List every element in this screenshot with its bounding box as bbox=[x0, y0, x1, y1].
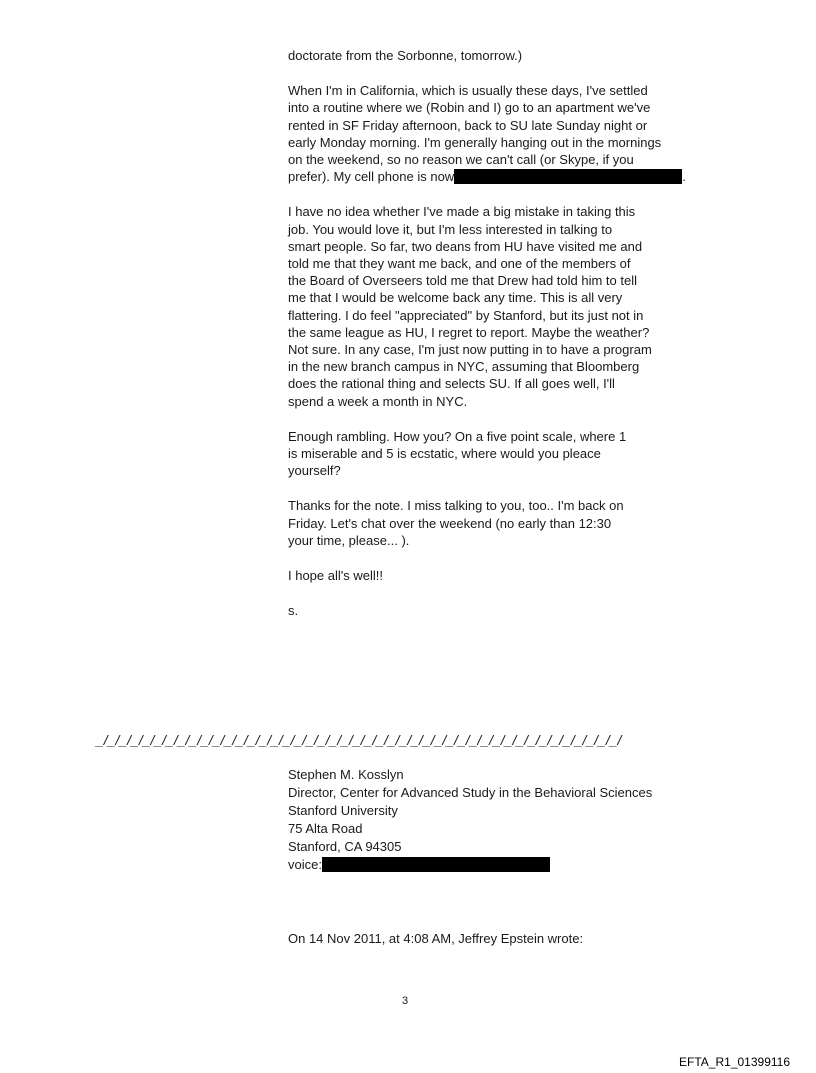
signature-city: Stanford, CA 94305 bbox=[288, 839, 402, 854]
quote-header: On 14 Nov 2011, at 4:08 AM, Jeffrey Epstein wrote: bbox=[288, 931, 584, 946]
document-id: EFTA_R1_01399116 bbox=[679, 1055, 790, 1069]
paragraph-california-end: . bbox=[682, 169, 686, 185]
redaction-cell-phone bbox=[454, 169, 682, 184]
paragraph-sorbonne: doctorate from the Sorbonne, tomorrow.) bbox=[288, 48, 523, 63]
email-body bbox=[288, 47, 688, 637]
redaction-voice bbox=[322, 857, 550, 872]
signature-block bbox=[288, 766, 652, 874]
paragraph-thanks: Thanks for the note. I miss talking to you, too.. I'm back on Friday. Let's chat over the weekend (no early than 12:30 your time, please... ). bbox=[288, 498, 624, 548]
paragraph-rambling: Enough rambling. How you? On a five point scale, where 1 is miserable and 5 is ecstatic, where would you pleace yourself? bbox=[288, 428, 627, 479]
paragraph-california bbox=[288, 82, 688, 185]
signature-name: Stephen M. Kosslyn bbox=[288, 767, 404, 782]
signature-org: Stanford University bbox=[288, 803, 398, 818]
paragraph-signoff: s. bbox=[288, 603, 299, 619]
signature-voice-label: voice: bbox=[288, 857, 322, 872]
signature-title: Director, Center for Advanced Study in the Behavioral Sciences bbox=[288, 785, 653, 800]
paragraph-hope: I hope all's well!! bbox=[288, 568, 383, 584]
page-number: 3 bbox=[402, 995, 409, 1007]
signature-voice bbox=[288, 856, 652, 874]
paragraph-california-text: When I'm in California, which is usually these days, I've settled into a routine where we (Robin and I) go to an apartment we've rented in SF Friday afternoon, back to SU late Sunday night or early Monday morning. I'm generally hanging out in the mornings on the weekend, so no reason we can't call (or Skype, if you prefer). My cell phone is now bbox=[288, 83, 662, 185]
paragraph-job: I have no idea whether I've made a big mistake in taking this job. You would love it, but I'm less interested in talking to smart people. So far, two deans from HU have visited me and told me that they want me back, and one of the members of the Board of Overseers told me that Drew had told him to tell me that I would be welcome back any time. This is all very flattering. I do feel "appreciated" by Stanford, but its just not in the same league as HU, I regret to report. Maybe the weather? Not sure. In any case, I'm just now putting in to have a program in the new branch campus in NYC, assuming that Bloomberg does the rational thing and selects SU. If all goes well, I'll spend a week a month in NYC. bbox=[288, 204, 652, 409]
signature-separator: _/_/_/_/_/_/_/_/_/_/_/_/_/_/_/_/_/_/_/_/_/_/_/_/_/_/_/_/_/_/_/_/_/_/_/_/_/_/_/_/_/_/_/_/_/ bbox=[96, 732, 622, 748]
signature-street: 75 Alta Road bbox=[288, 821, 363, 836]
